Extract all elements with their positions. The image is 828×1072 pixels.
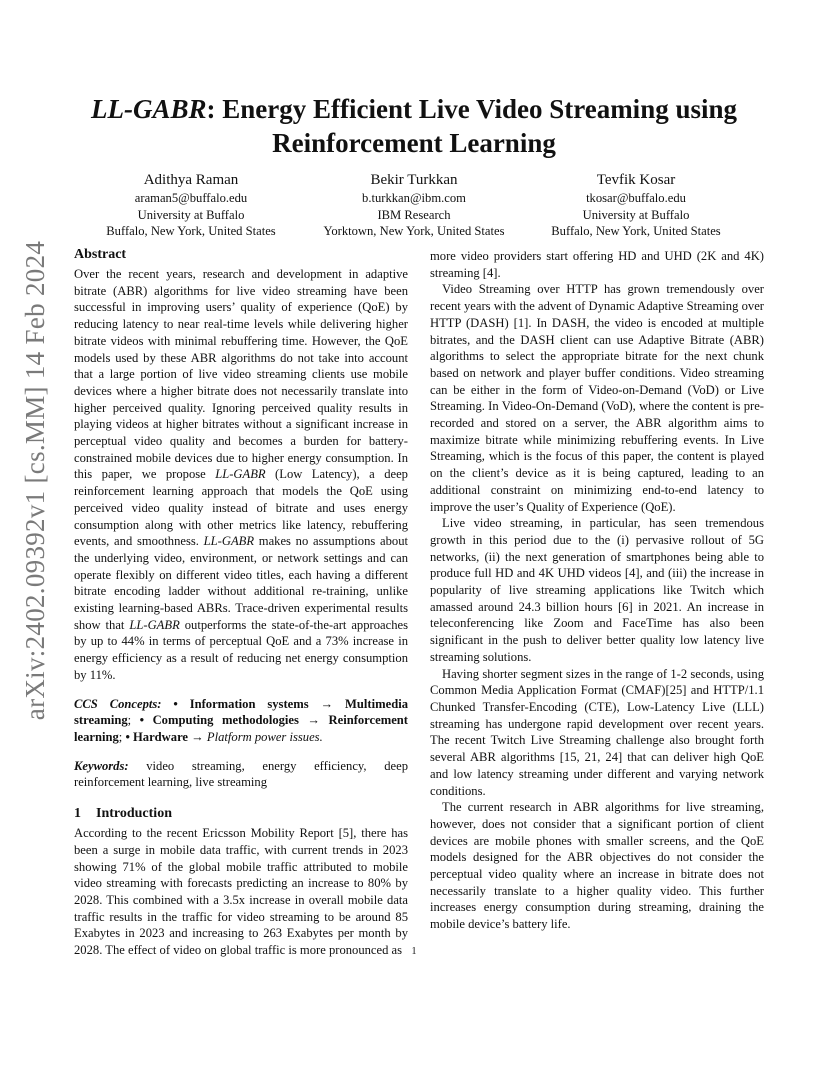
abstract-emph: LL-GABR [203, 534, 255, 549]
abstract-part: makes no assumptions about the underlying video, environment, or network settings and can operate flexibly on different video titles, each having a different bitrate encoding ladder without additional re-training, unlike existing learning-based ABRs. Trace-driven experimental results show that [74, 534, 409, 632]
author-3 [540, 170, 732, 240]
ccs-concept: • Hardware → [125, 729, 207, 744]
page-number: 1 [411, 946, 417, 957]
author-affiliation: IBM Research [377, 207, 451, 222]
intro-paragraph-1: According to the recent Ericsson Mobility Report [5], there has been a surge in mobile data traffic, with current trends in 2023 showing 71% of the global mobile traffic attributed to mobile video streaming with forecasts predicting an increase to 80% by 2028. This combined with a 3.5x increase in overall mobile data traffic results in the traffic for video streaming to be around 85 Exabytes in 2023 and increasing to 263 Exabytes per month by 2028. The effect of video on global traffic is more pronounced as [74, 826, 408, 958]
ccs-concept: • Computing methodologies → Reinforcement learning [74, 713, 409, 744]
author-email: b.turkkan@ibm.com [362, 191, 466, 205]
intro-paragraph-2: Video Streaming over HTTP has grown tremendously over recent years with the advent of Dynamic Adaptive Streaming over HTTP (DASH) [1]. In DASH, the video is encoded at multiple bitrates, and the DASH client can use Adaptive Bitrate (ABR) algorithms to select the appropriate bitrate for the next chunk based on network and player buffer conditions. Video streaming can be either in the form of Video-on-Demand (VoD) or Live Streaming. In Video-On-Demand (VoD), where the content is pre-recorded and stored on a server, the ABR algorithm aims to maximize bitrate while minimizing rebuffering events. In Live Streaming, which is the focus of this paper, the content is played on the client’s device as it is being captured, leading to an additional constraint on minimizing end-to-end latency to improve the user’s Quality of Experience (QoE). [430, 282, 764, 514]
ccs-concepts [74, 696, 408, 746]
author-location: Buffalo, New York, United States [106, 224, 276, 239]
paper-title [70, 92, 758, 160]
abstract-part: (Low Latency), a deep reinforcement learning approach that models the QoE using perceived video quality instead of bitrate and uses energy consumption along with other metrics like latency, rebuffering events, and smoothness. [74, 467, 408, 549]
left-column [74, 246, 408, 959]
section-number: 1 [74, 806, 81, 822]
ccs-concept: • Information systems → Multimedia streaming [74, 696, 408, 728]
author-name: Bekir Turkkan [370, 172, 458, 188]
keywords-text: video streaming, energy efficiency, deep reinforcement learning, live streaming [74, 758, 408, 790]
ccs-label: CCS Concepts: [74, 696, 162, 711]
abstract-emph: LL-GABR [129, 617, 180, 632]
abstract-part: Over the recent years, research and development in adaptive bitrate (ABR) algorithms for live video streaming have been successful in improving users’ quality of experience (QoE) by reducing latency to near real-time levels while delivering higher bitrate videos with minimal rebuffering time. However, the QoE models used by these ABR algorithms do not take into account that a large portion of live video streaming clients use mobile devices where a higher bitrate does not necessarily translate into higher perceived quality. Ignoring perceived quality results in playing videos at higher bitrates without a significant increase in perceptual video quality and becomes a burden for battery-constrained mobile devices due to higher energy consumption. In this paper, we propose [74, 267, 408, 482]
author-1 [96, 170, 286, 240]
ccs-separator: ; [127, 713, 140, 728]
arxiv-stamp [12, 230, 60, 730]
author-name: Adithya Raman [143, 172, 239, 188]
intro-paragraph-4: Having shorter segment sizes in the range of 1-2 seconds, using Common Media Application Format (CMAF)[25] and HTTP/1.1 Chunked Transfer-Encoding (CTE), Low-Latency Live (LLL) streaming has undergone rapid development over recent years. The recent Twitch Live Streaming challenge also brought forth several ABR algorithms [15, 21, 24] that can deliver high QoE and low latency streaming under different and varying network conditions. [430, 666, 764, 798]
paper-title-rest: : Energy Efficient Live Video Streaming using Reinforcement Learning [206, 94, 737, 158]
introduction-heading [74, 805, 408, 823]
author-2 [314, 170, 514, 240]
ccs-concept-sub: Platform power issues. [206, 729, 323, 744]
keywords-label: Keywords: [74, 758, 129, 773]
author-email: araman5@buffalo.edu [134, 191, 248, 205]
abstract-part: outperforms the state-of-the-art approaches by up to 44% in terms of perceptual QoE and a 73% increase in energy efficiency as a result of reducing net energy consumption by 11%. [74, 617, 408, 682]
keywords [74, 758, 408, 791]
author-name: Tevfik Kosar [596, 172, 676, 188]
abstract-text [74, 266, 408, 684]
ccs-separator: ; [118, 729, 126, 744]
author-location: Yorktown, New York, United States [323, 224, 505, 239]
abstract-heading: Abstract [74, 247, 127, 262]
author-location: Buffalo, New York, United States [551, 224, 721, 239]
paper-title-emph: LL-GABR [90, 94, 207, 124]
author-affiliation: University at Buffalo [582, 207, 690, 222]
intro-paragraph-5: The current research in ABR algorithms for live streaming, however, does not consider that a significant portion of client devices are mobile phones with smaller screens, and the QoE models designed for the ABR objectives do not consider the perceptual video quality where an increase in bitrate does not necessarily translate to a higher quality video. This further increases energy consumption during streaming, draining the mobile device’s battery life. [430, 800, 764, 932]
abstract-emph: LL-GABR [215, 467, 266, 482]
section-title: Introduction [96, 806, 172, 822]
right-column [430, 248, 764, 933]
intro-paragraph-1-continued: more video providers start offering HD and UHD (2K and 4K) streaming [4]. [430, 249, 764, 280]
intro-paragraph-3: Live video streaming, in particular, has seen tremendous growth in this period due to the (i) pervasive rollout of 5G networks, (ii) the next generation of smartphones being able to produce full HD and 4K UHD videos [4], and (iii) the increase in popularity of live streaming applications like Twitch which amassed around 24.3 billion hours [6] in 2021. An increase in teleconferencing like Zoom and FaceTime has also been significant in the push to deliver better quality low latency live streaming solutions. [430, 516, 764, 664]
arxiv-stamp-text: arXiv:2402.09392v1 [cs.MM] 14 Feb 2024 [20, 240, 51, 720]
author-affiliation: University at Buffalo [137, 207, 245, 222]
author-email: tkosar@buffalo.edu [586, 191, 686, 205]
